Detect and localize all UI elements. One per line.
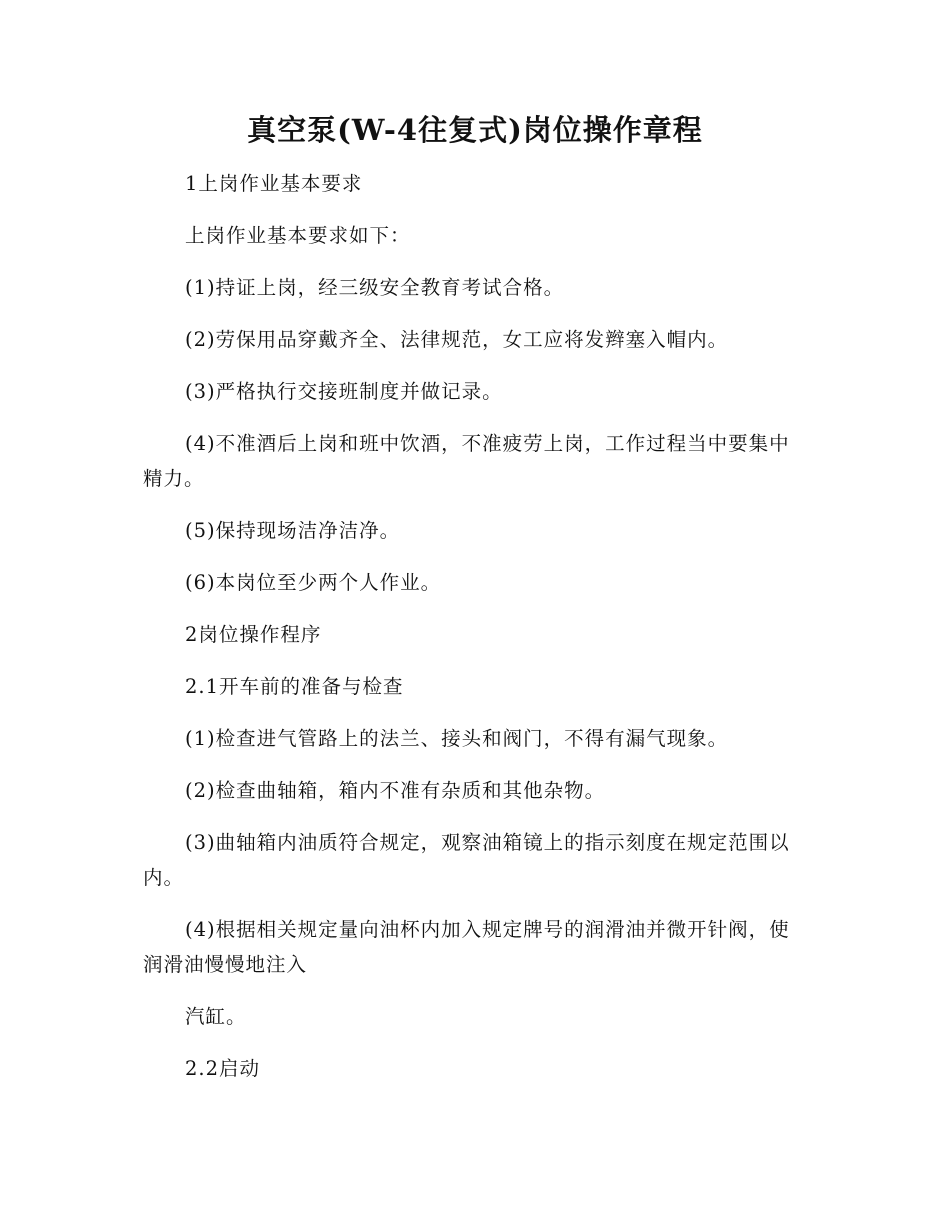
subsection-heading-2-1: 2.1开车前的准备与检查: [185, 675, 404, 698]
requirement-item-4: (4)不准酒后上岗和班中饮酒，不准疲劳上岗，工作过程当中要集中精力。: [143, 432, 790, 490]
requirement-item-6: (6)本岗位至少两个人作业。: [185, 571, 442, 594]
requirement-item-2: (2)劳保用品穿戴齐全、法律规范，女工应将发辫塞入帽内。: [185, 328, 729, 351]
check-item-4: (4)根据相关规定量向油杯内加入规定牌号的润滑油并微开针阀，使润滑油慢慢地注入: [143, 918, 790, 976]
subsection-heading-2-2: 2.2启动: [185, 1057, 261, 1080]
requirement-item-3: (3)严格执行交接班制度并做记录。: [185, 380, 503, 403]
document-body: [143, 166, 808, 1103]
section-heading-2: 2岗位操作程序: [185, 623, 322, 646]
requirement-item-1: (1)持证上岗，经三级安全教育考试合格。: [185, 276, 565, 299]
document-title: 真空泵(W-4往复式)岗位操作章程: [247, 113, 703, 147]
check-item-3: (3)曲轴箱内油质符合规定，观察油箱镜上的指示刻度在规定范围以内。: [143, 831, 790, 889]
check-item-2: (2)检查曲轴箱，箱内不准有杂质和其他杂物。: [185, 779, 606, 802]
paragraph-intro: 上岗作业基本要求如下：: [185, 224, 411, 247]
requirement-item-5: (5)保持现场洁净洁净。: [185, 519, 401, 542]
section-heading-1: 1上岗作业基本要求: [185, 172, 363, 195]
check-item-1: (1)检查进气管路上的法兰、接头和阀门，不得有漏气现象。: [185, 727, 729, 750]
check-item-4-continuation: 汽缸。: [185, 1005, 247, 1028]
